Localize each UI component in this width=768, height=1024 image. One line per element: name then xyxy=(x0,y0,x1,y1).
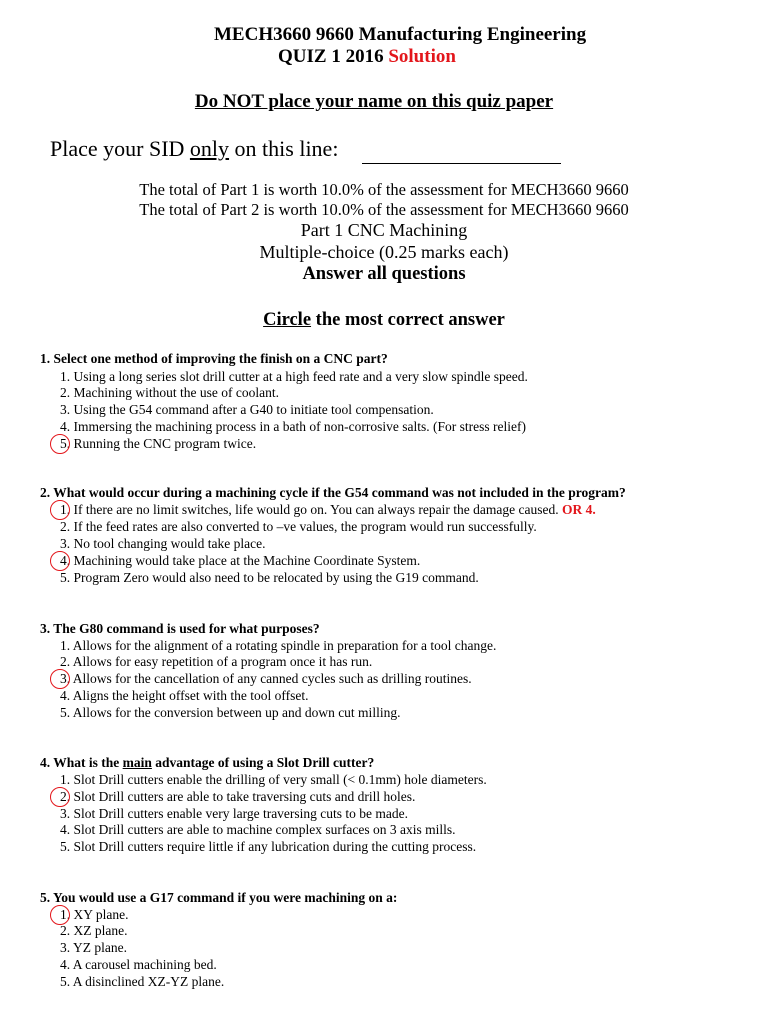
q4-option-5[interactable]: 5. Slot Drill cutters require little if any lubrication during the cutting process. xyxy=(60,839,477,854)
q2-option-2[interactable]: 2. If the feed rates are also converted to –ve values, the program would run successfully. xyxy=(60,519,537,534)
q1-option-3[interactable]: 3. Using the G54 command after a G40 to initiate tool compensation. xyxy=(60,402,434,417)
sid-instruction: Place your SID only on this line: xyxy=(50,136,339,161)
q3-option-1[interactable]: 1. Allows for the alignment of a rotating spindle in preparation for a tool change. xyxy=(60,638,497,653)
q5-option-5[interactable]: 5. A disinclined XZ-YZ plane. xyxy=(60,974,225,989)
question-2: 2. What would occur during a machining cycle if the G54 command was not included in the program? xyxy=(40,485,626,500)
circle-instruction: Circle the most correct answer xyxy=(263,310,505,330)
sid-entry-line[interactable] xyxy=(362,163,561,164)
q4-option-4[interactable]: 4. Slot Drill cutters are able to machine complex surfaces on 3 axis mills. xyxy=(60,822,456,837)
part1-title: Part 1 CNC Machining xyxy=(300,220,468,240)
q3-option-4[interactable]: 4. Aligns the height offset with the tool offset. xyxy=(60,688,309,703)
marks-info: Multiple-choice (0.25 marks each) xyxy=(259,242,509,262)
q5-option-3[interactable]: 3. YZ plane. xyxy=(60,940,127,955)
question-4: 4. What is the main advantage of using a Slot Drill cutter? xyxy=(40,755,375,770)
q4-option-1[interactable]: 1. Slot Drill cutters enable the drilling of very small (< 0.1mm) hole diameters. xyxy=(60,772,487,787)
q3-option-2[interactable]: 2. Allows for easy repetition of a program once it has run. xyxy=(60,654,373,669)
q1-option-2[interactable]: 2. Machining without the use of coolant. xyxy=(60,385,279,400)
answer-circle-icon xyxy=(50,787,70,807)
alternate-answer-note: OR 4. xyxy=(561,502,596,517)
answer-circle-icon xyxy=(50,434,70,454)
q4-option-2[interactable]: 2. Slot Drill cutters are able to take traversing cuts and drill holes. xyxy=(60,789,416,804)
answer-circle-icon xyxy=(50,669,70,689)
quiz-title: QUIZ 1 2016 Solution xyxy=(278,46,456,67)
q5-option-2[interactable]: 2. XZ plane. xyxy=(60,923,128,938)
question-1: 1. Select one method of improving the finish on a CNC part? xyxy=(40,351,388,366)
answer-circle-icon xyxy=(50,500,70,520)
q2-option-1[interactable]: 1. If there are no limit switches, life would go on. You can always repair the damage caused. OR 4. xyxy=(60,502,596,517)
q5-option-4[interactable]: 4. A carousel machining bed. xyxy=(60,957,217,972)
question-3: 3. The G80 command is used for what purposes? xyxy=(40,621,320,636)
answer-circle-icon xyxy=(50,905,70,925)
q5-option-1[interactable]: 1. XY plane. xyxy=(60,907,129,922)
course-title: MECH3660 9660 Manufacturing Engineering xyxy=(214,24,587,45)
q2-option-3[interactable]: 3. No tool changing would take place. xyxy=(60,536,266,551)
q2-option-4[interactable]: 4. Machining would take place at the Machine Coordinate System. xyxy=(60,553,421,568)
q3-option-3[interactable]: 3. Allows for the cancellation of any canned cycles such as drilling routines. xyxy=(60,671,472,686)
solution-label: Solution xyxy=(388,46,456,67)
question-5: 5. You would use a G17 command if you were machining on a: xyxy=(40,890,398,905)
q1-option-4[interactable]: 4. Immersing the machining process in a bath of non-corrosive salts. (For stress relief) xyxy=(60,419,527,434)
part1-weight: The total of Part 1 is worth 10.0% of the assessment for MECH3660 9660 xyxy=(139,180,629,199)
no-name-warning: Do NOT place your name on this quiz paper xyxy=(194,91,554,112)
answer-all-instruction: Answer all questions xyxy=(302,264,466,284)
q3-option-5[interactable]: 5. Allows for the conversion between up and down cut milling. xyxy=(60,705,401,720)
q1-option-5[interactable]: 5. Running the CNC program twice. xyxy=(60,436,257,451)
q2-option-5[interactable]: 5. Program Zero would also need to be relocated by using the G19 command. xyxy=(60,570,479,585)
part2-weight: The total of Part 2 is worth 10.0% of the assessment for MECH3660 9660 xyxy=(139,200,629,219)
q1-option-1[interactable]: 1. Using a long series slot drill cutter at a high feed rate and a very slow spindle speed. xyxy=(60,369,528,384)
q4-option-3[interactable]: 3. Slot Drill cutters enable very large traversing cuts to be made. xyxy=(60,806,409,821)
answer-circle-icon xyxy=(50,551,70,571)
